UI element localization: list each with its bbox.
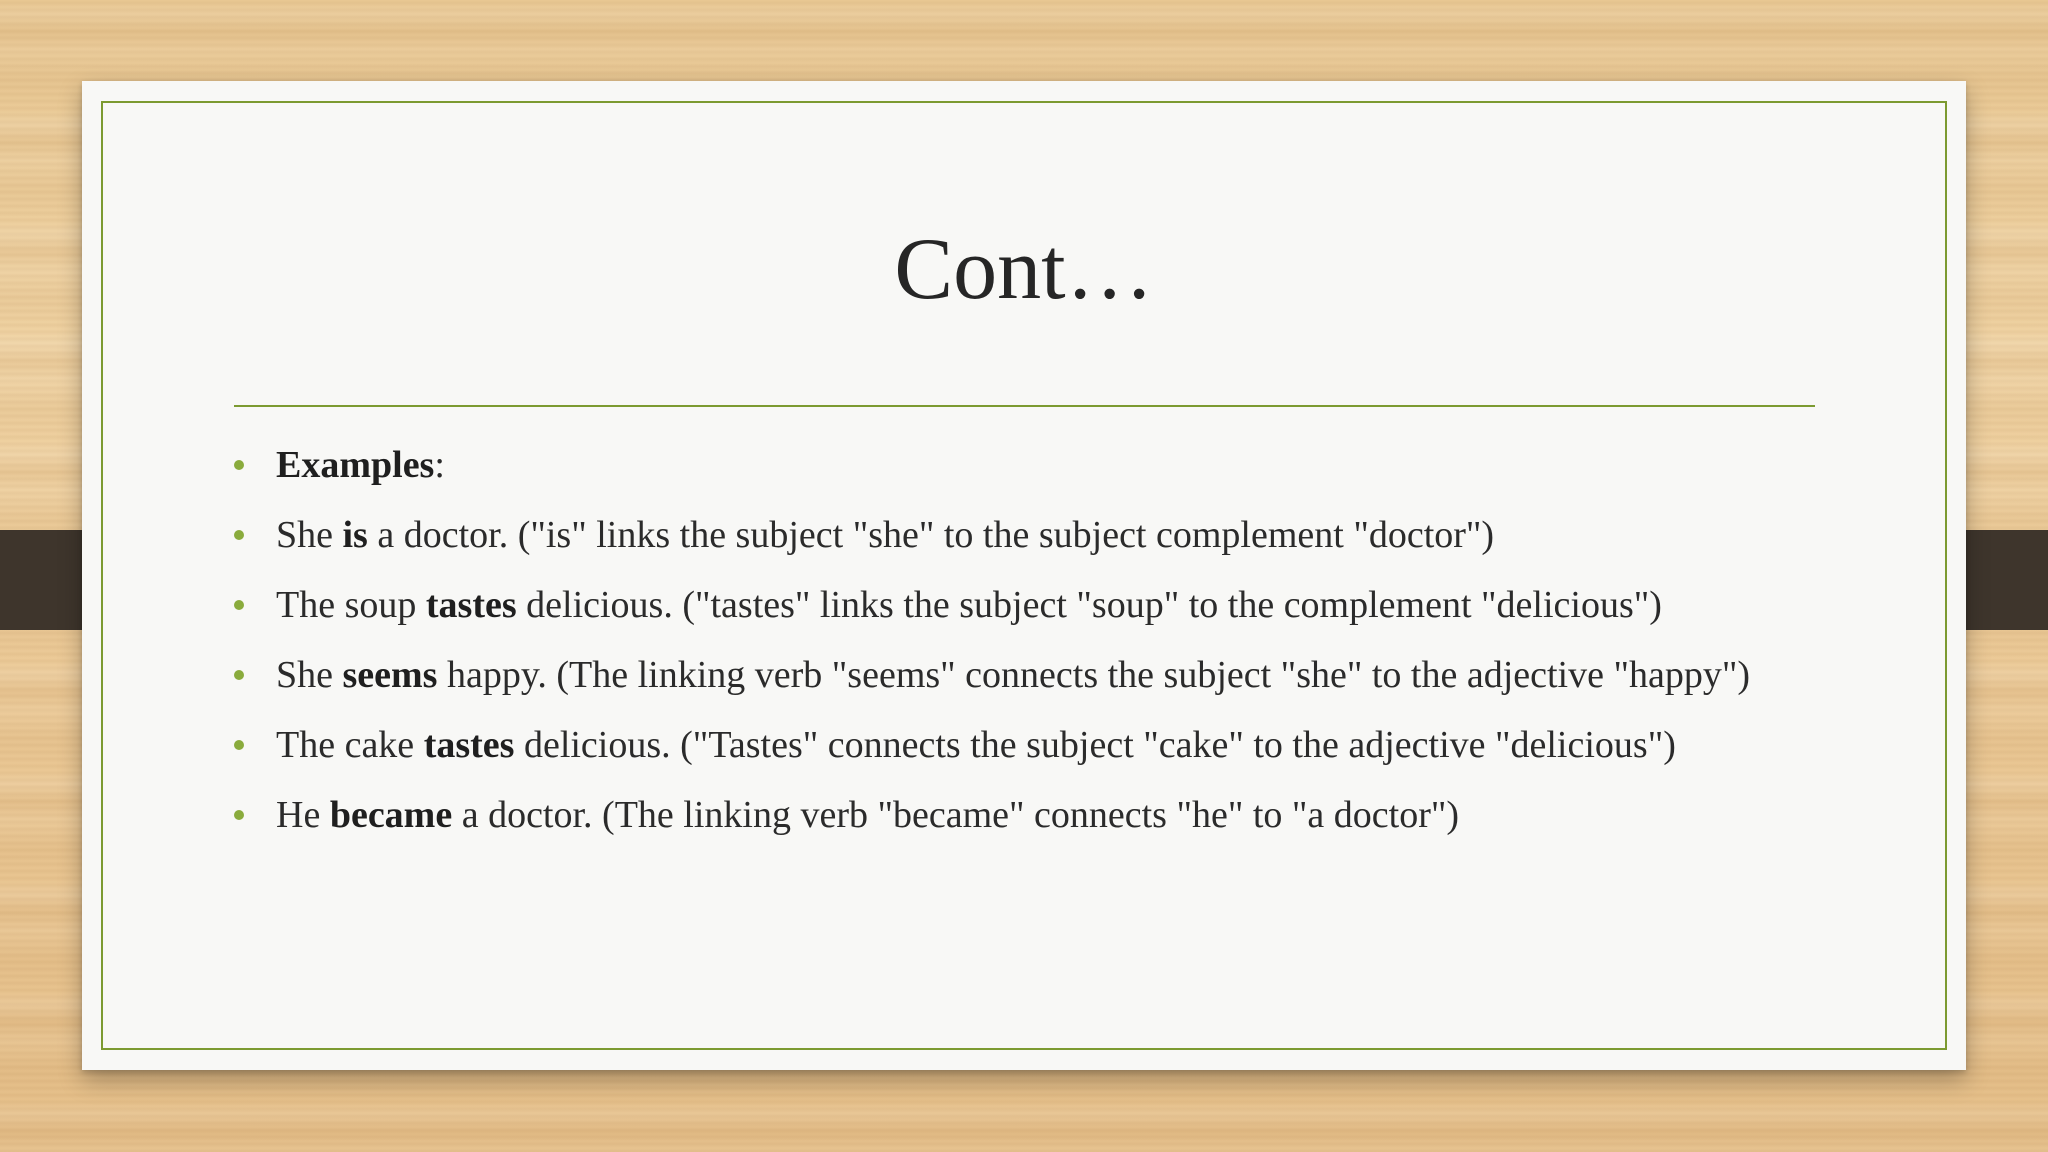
bullet-text-after: happy. (The linking verb "seems" connects the subject "she" to the adjective "happy") — [437, 654, 1751, 696]
bullet-text-before: The soup — [276, 584, 426, 626]
bullet-keyword: tastes — [423, 724, 515, 766]
bullet-keyword: became — [329, 794, 453, 836]
title-divider — [234, 405, 1815, 407]
bullet-text-after: a doctor. ("is" links the subject "she" to the subject complement "doctor") — [367, 514, 1495, 556]
bullet-dot-icon — [234, 740, 244, 750]
bullet-item — [234, 720, 1794, 770]
bullet-text-after: a doctor. (The linking verb "became" connects "he" to "a doctor") — [452, 794, 1460, 836]
bullet-item — [234, 440, 1794, 490]
bullet-text-after: delicious. ("Tastes" connects the subject "cake" to the adjective "delicious") — [514, 724, 1676, 766]
bullet-text-after: : — [434, 444, 445, 486]
bullet-keyword: is — [342, 514, 368, 556]
bullet-text-before: He — [276, 794, 330, 836]
bullet-item — [234, 510, 1794, 560]
bullet-dot-icon — [234, 810, 244, 820]
bullet-dot-icon — [234, 600, 244, 610]
bullet-dot-icon — [234, 460, 244, 470]
bullet-item — [234, 580, 1794, 630]
bullet-dot-icon — [234, 530, 244, 540]
bullet-item — [234, 790, 1794, 840]
bullet-text-before: She — [276, 514, 343, 556]
bullet-dot-icon — [234, 670, 244, 680]
bullet-text-after: delicious. ("tastes" links the subject "soup" to the complement "delicious") — [516, 584, 1662, 626]
slide-title: Cont… — [894, 221, 1154, 318]
bullet-text-before: The cake — [276, 724, 424, 766]
bullet-item — [234, 650, 1794, 700]
bullet-text-before: She — [276, 654, 343, 696]
bullet-keyword: seems — [342, 654, 438, 696]
bullet-keyword: tastes — [425, 584, 517, 626]
bullet-list — [234, 440, 1794, 860]
bullet-keyword: Examples — [276, 444, 435, 486]
